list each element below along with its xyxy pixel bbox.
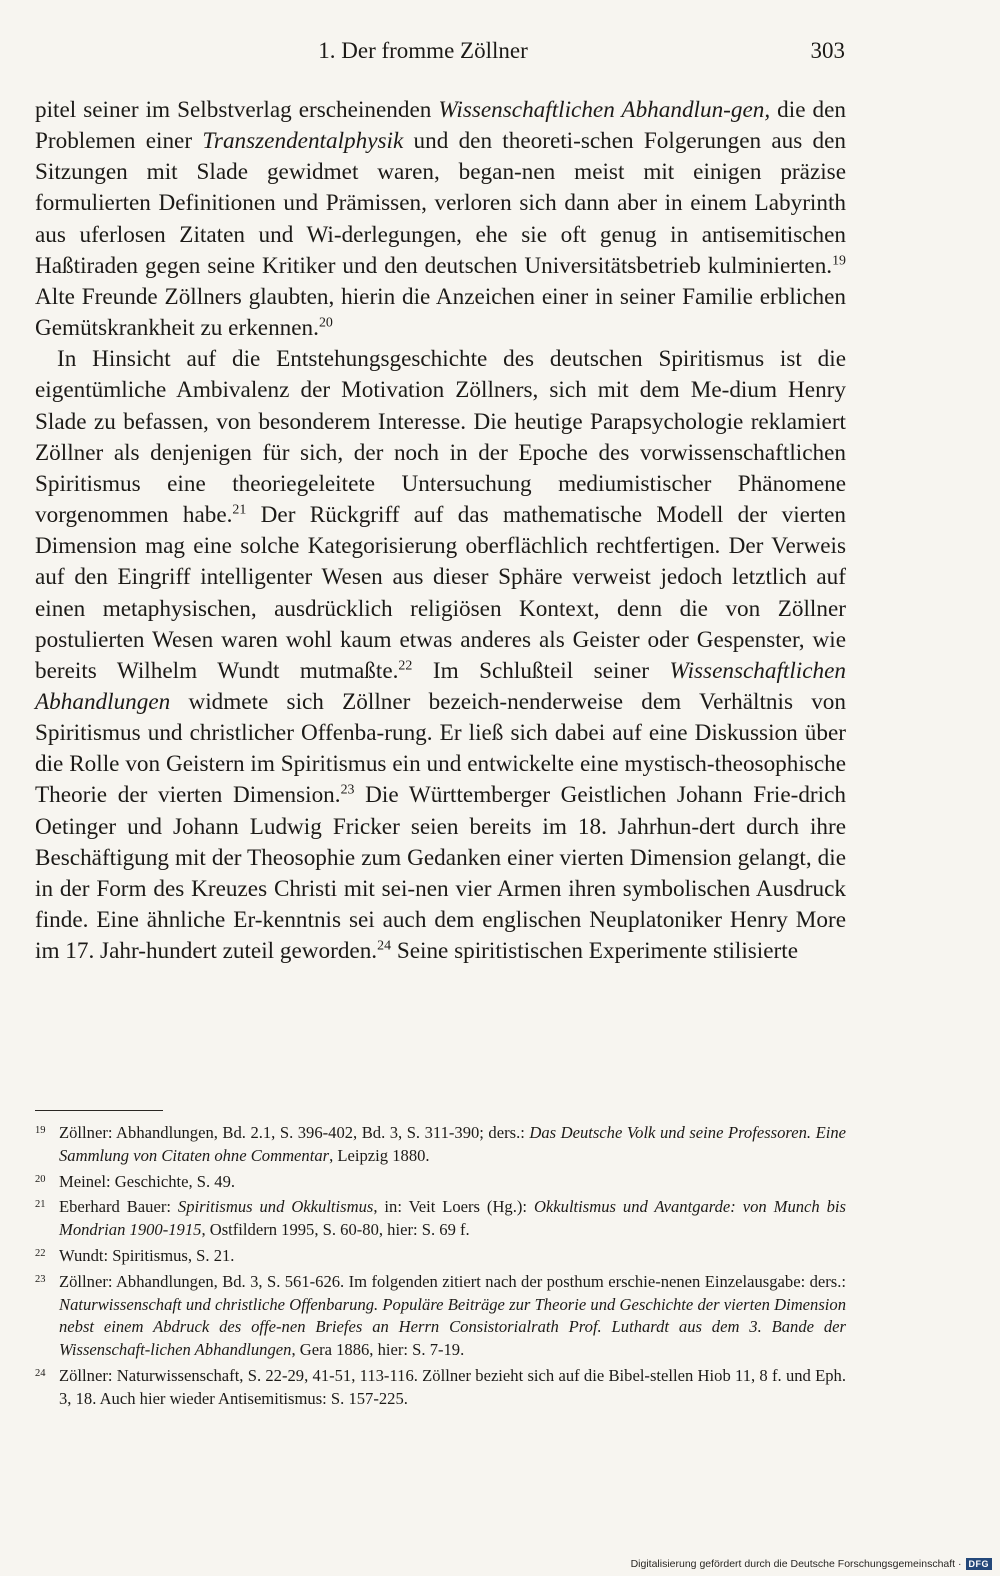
italic-text: Wissenschaftlichen Abhandlun-gen, — [438, 97, 771, 123]
footnote-ref: 19 — [832, 253, 846, 269]
text-run: Zöllner: Abhandlungen, Bd. 3, S. 561-626. Im folgenden zitiert nach der posthum erschie-nenen Einzelausgabe: ders.: — [59, 1271, 846, 1291]
dfg-logo-icon: DFG — [966, 1558, 993, 1570]
text-run: Im Schlußteil seiner — [412, 657, 670, 684]
text-run: Meinel: Geschichte, S. 49. — [59, 1171, 236, 1191]
footnote-number: 22 — [35, 1247, 46, 1259]
footer-text: Digitalisierung gefördert durch die Deutsche Forschungsgemeinschaft · — [630, 1558, 962, 1570]
footnote — [35, 1365, 846, 1411]
footnote — [35, 1196, 846, 1242]
text-run: Wundt: Spiritismus, S. 21. — [59, 1245, 235, 1265]
italic-text: Spiritismus und Okkultismus — [177, 1197, 374, 1217]
italic-text: Das Deutsche Volk und seine Professoren. Eine Sammlung von Citaten ohne Commentar — [59, 1123, 846, 1165]
text-run: , Ostfildern 1995, S. 60-80, hier: S. 69 f. — [201, 1220, 470, 1240]
paragraph — [35, 344, 846, 967]
digitization-footer — [631, 1558, 992, 1570]
text-run: pitel seiner im Selbstverlag erscheinenden — [35, 97, 439, 123]
text-run: Zöllner: Naturwissenschaft, S. 22-29, 41-51, 113-116. Zöllner bezieht sich auf die Bibel-stellen Hiob 11, 8 f. und Eph. 3, 18. Auch hier wieder Antisemitismus: S. 157-225. — [59, 1365, 846, 1408]
footnote-number: 23 — [35, 1273, 46, 1285]
text-run: In Hinsicht auf die Entstehungsgeschichte des deutschen Spiritismus ist die eigentümliche Ambivalenz der Motivation Zöllners, sich mit dem Me-dium Henry Slade zu befassen, von besonderem Interesse. Die heutige Parapsychologie reklamiert Zöllner als denjenigen für sich, der noch in der Epoche des vorwissenschaftlichen Spiritismus eine theoriegeleitete Untersuchung mediumistischer Phänomene vorgenommen habe. — [35, 346, 846, 529]
text-run: widmete sich Zöllner bezeich-nenderweise dem Verhältnis von Spiritismus und christlicher Offenba-rung. Er ließ sich dabei auf eine Diskussion über die Rolle von Geistern im Spiritismus ein und entwickelte eine mystisch-theosophische Theorie der vierten Dimension. — [35, 688, 846, 809]
text-run: , in: Veit Loers (Hg.): — [373, 1197, 534, 1217]
italic-text: Okkultismus und Avantgarde: von Munch bis Mondrian 1900-1915 — [59, 1197, 846, 1240]
footnote-ref: 20 — [318, 315, 333, 331]
footnote-number: 24 — [35, 1367, 46, 1379]
footnote-number: 19 — [35, 1125, 46, 1136]
text-run: , Gera 1886, hier: S. 7-19. — [291, 1340, 465, 1360]
italic-text: Naturwissenschaft und christliche Offenbarung. Populäre Beiträge zur Theorie und Geschichte der vierten Dimension nebst einem Abdruck des offe-nen Briefes an Herrn Consistorialrath Prof. Luthardt aus dem 3. Bande der Wissenschaft-lichen Abhandlungen — [59, 1294, 846, 1360]
italic-text: Transzendentalphysik — [202, 128, 404, 155]
text-run: Seine spiritistischen Experimente stilisierte — [391, 938, 798, 965]
footnote — [35, 1271, 846, 1362]
body-text — [35, 95, 846, 967]
text-run: Der Rückgriff auf das mathematische Modell der vierten Dimension mag eine solche Kategorisierung oberflächlich rechtfertigen. Der Verweis auf den Eingriff intelligenter Wesen aus dieser Sphäre verweist jedoch letztlich auf einen metaphysischen, ausdrücklich religiösen Kontext, denn die von Zöllner postulierten Wesen waren wohl kaum etwas anderes als Geister oder Gespenster, wie bereits Wilhelm Wundt mutmaßte. — [35, 502, 846, 684]
footnote-number: 21 — [35, 1199, 46, 1211]
footnotes — [35, 1122, 846, 1414]
footnote-number: 20 — [35, 1173, 46, 1185]
text-run: und den theoreti-schen Folgerungen aus den Sitzungen mit Slade gewidmet waren, began-nen meist mit einigen präzise formulierten Definitionen und Prämissen, verloren sich dann aber in einem Labyrinth aus uferlosen Zitaten und Wi-derlegungen, ehe sie oft genug in antisemitischen Haßtiraden gegen seine Kritiker und den deutschen Universitätsbetrieb kulminierten. — [35, 128, 846, 279]
running-header-title: 1. Der fromme Zöllner — [318, 38, 528, 63]
paragraph — [35, 95, 846, 344]
italic-text: Wissenschaftlichen Abhandlungen — [35, 657, 846, 715]
footnote-ref: 22 — [398, 658, 413, 674]
footnote-ref: 23 — [340, 783, 355, 799]
text-run: Eberhard Bauer: — [59, 1197, 178, 1217]
footnote — [35, 1171, 846, 1194]
text-run: Die Württemberger Geistlichen Johann Frie-drich Oetinger und Johann Ludwig Fricker seien bereits im 18. Jahrhun-dert durch ihre Beschäftigung mit der Theosophie zum Gedanken einer vierten Dimension gelangt, die in der Form des Kreuzes Christi mit sei-nen vier Armen ihren symbolischen Ausdruck finde. Eine ähnliche Er-kenntnis sei auch dem englischen Neuplatoniker Henry More im 17. Jahr-hundert zuteil geworden. — [35, 782, 846, 965]
text-run: Zöllner: Abhandlungen, Bd. 2.1, S. 396-402, Bd. 3, S. 311-390; ders.: — [59, 1123, 530, 1142]
footnote — [35, 1122, 846, 1168]
text-run: die den Problemen einer — [35, 97, 847, 155]
page-number: 303 — [810, 38, 845, 63]
text-run: , Leipzig 1880. — [329, 1145, 430, 1165]
footnote-separator — [35, 1110, 163, 1111]
footnote-ref: 24 — [377, 938, 392, 954]
footnote — [35, 1245, 846, 1268]
text-run: Alte Freunde Zöllners glaubten, hierin die Anzeichen einer in seiner Familie erblichen Gemütskrankheit zu erkennen. — [35, 283, 846, 342]
footnote-ref: 21 — [232, 502, 247, 518]
